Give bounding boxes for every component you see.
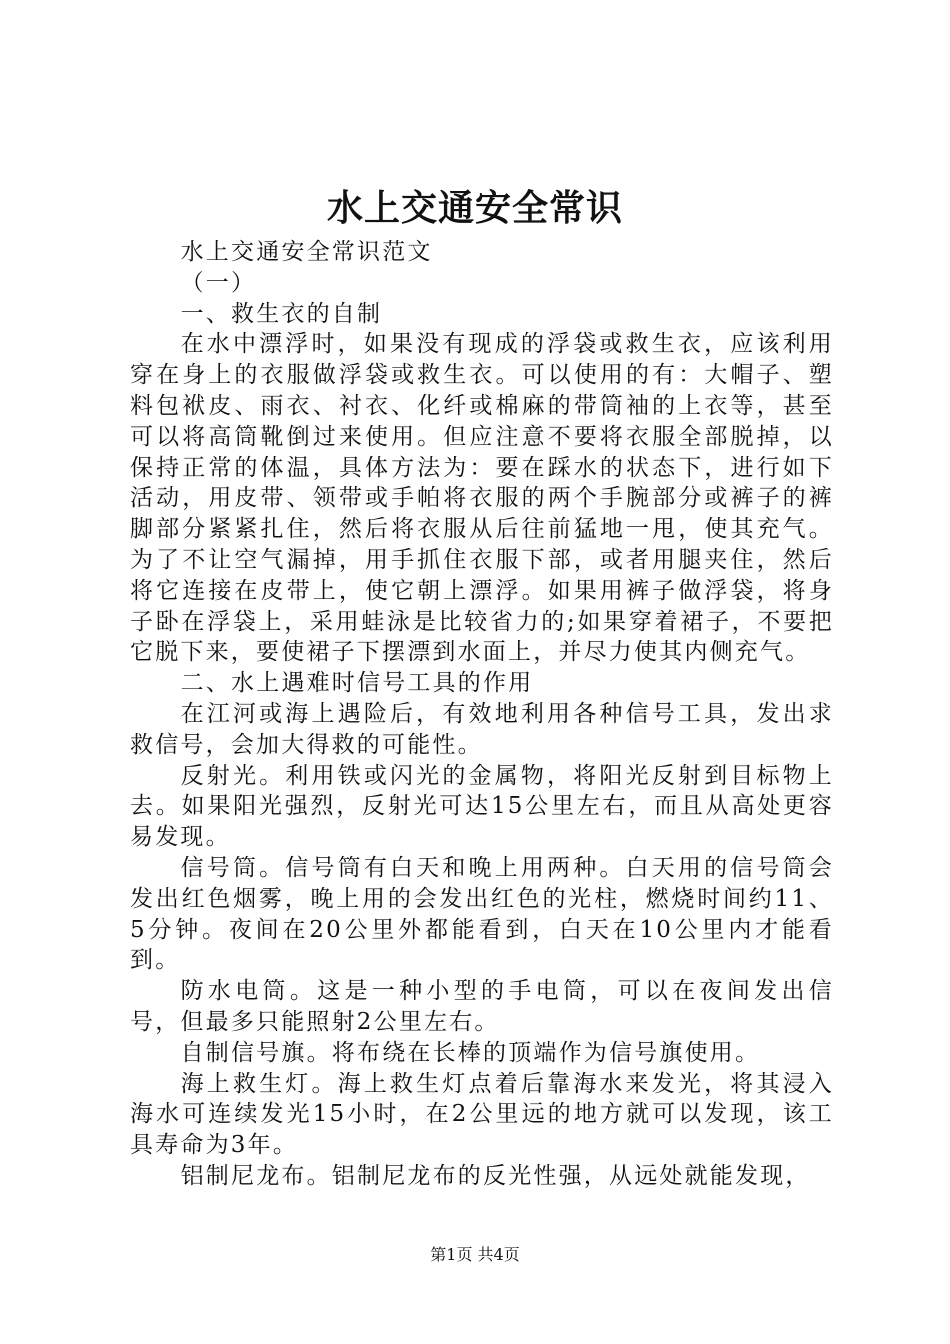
body-paragraph: 反射光。利用铁或闪光的金属物，将阳光反射到目标物上去。如果阳光强烈，反射光可达15公里左右，而且从高处更容易发现。 bbox=[130, 762, 834, 851]
body-paragraph: 防水电筒。这是一种小型的手电筒，可以在夜间发出信号，但最多只能照射2公里左右。 bbox=[130, 978, 834, 1035]
body-paragraph: 海上救生灯。海上救生灯点着后靠海水来发光，将其浸入海水可连续发光15小时，在2公里远的地方就可以发现，该工具寿命为3年。 bbox=[130, 1070, 834, 1159]
body-paragraph: 自制信号旗。将布绕在长棒的顶端作为信号旗使用。 bbox=[180, 1039, 761, 1066]
body-paragraph: 在江河或海上遇险后，有效地利用各种信号工具，发出求救信号，会加大得救的可能性。 bbox=[130, 700, 834, 758]
subtitle-paragraph: 水上交通安全常识范文 bbox=[180, 239, 433, 265]
section-number-paragraph: （一） bbox=[180, 269, 257, 296]
body-paragraph: 信号筒。信号筒有白天和晚上用两种。白天用的信号筒会发出红色烟雾，晚上用的会发出红色的光柱，燃烧时间约11、5分钟。夜间在20公里外都能看到，白天在10公里内才能看到。 bbox=[130, 854, 834, 974]
document-body bbox=[130, 237, 834, 1192]
body-paragraph: 铝制尼龙布。铝制尼龙布的反光性强，从远处就能发现， bbox=[180, 1162, 811, 1189]
page-footer: 第1页 共4页 bbox=[430, 1245, 520, 1264]
body-paragraph: 在水中漂浮时，如果没有现成的浮袋或救生衣，应该利用穿在身上的衣服做浮袋或救生衣。可以使用的有：大帽子、塑料包袱皮、雨衣、衬衣、化纤或棉麻的带筒袖的上衣等，甚至可以将高筒靴倒过来使用。但应注意不要将衣服全部脱掉，以保持正常的体温，具体方法为：要在踩水的状态下，进行如下活动，用皮带、领带或手帕将衣服的两个手腕部分或裤子的裤脚部分紧紧扎住，然后将衣服从后往前猛地一甩，使其充气。为了不让空气漏掉，用手抓住衣服下部，或者用腿夹住，然后将它连接在皮带上，使它朝上漂浮。如果用裤子做浮袋，将身子卧在浮袋上，采用蛙泳是比较省力的;如果穿着裙子，不要把它脱下来，要使裙子下摆漂到水面上，并尽力使其内侧充气。 bbox=[130, 331, 834, 666]
section-heading-1: 一、救生衣的自制 bbox=[180, 300, 383, 327]
section-heading-2: 二、水上遇难时信号工具的作用 bbox=[180, 670, 534, 697]
document-title: 水上交通安全常识 bbox=[326, 187, 623, 229]
